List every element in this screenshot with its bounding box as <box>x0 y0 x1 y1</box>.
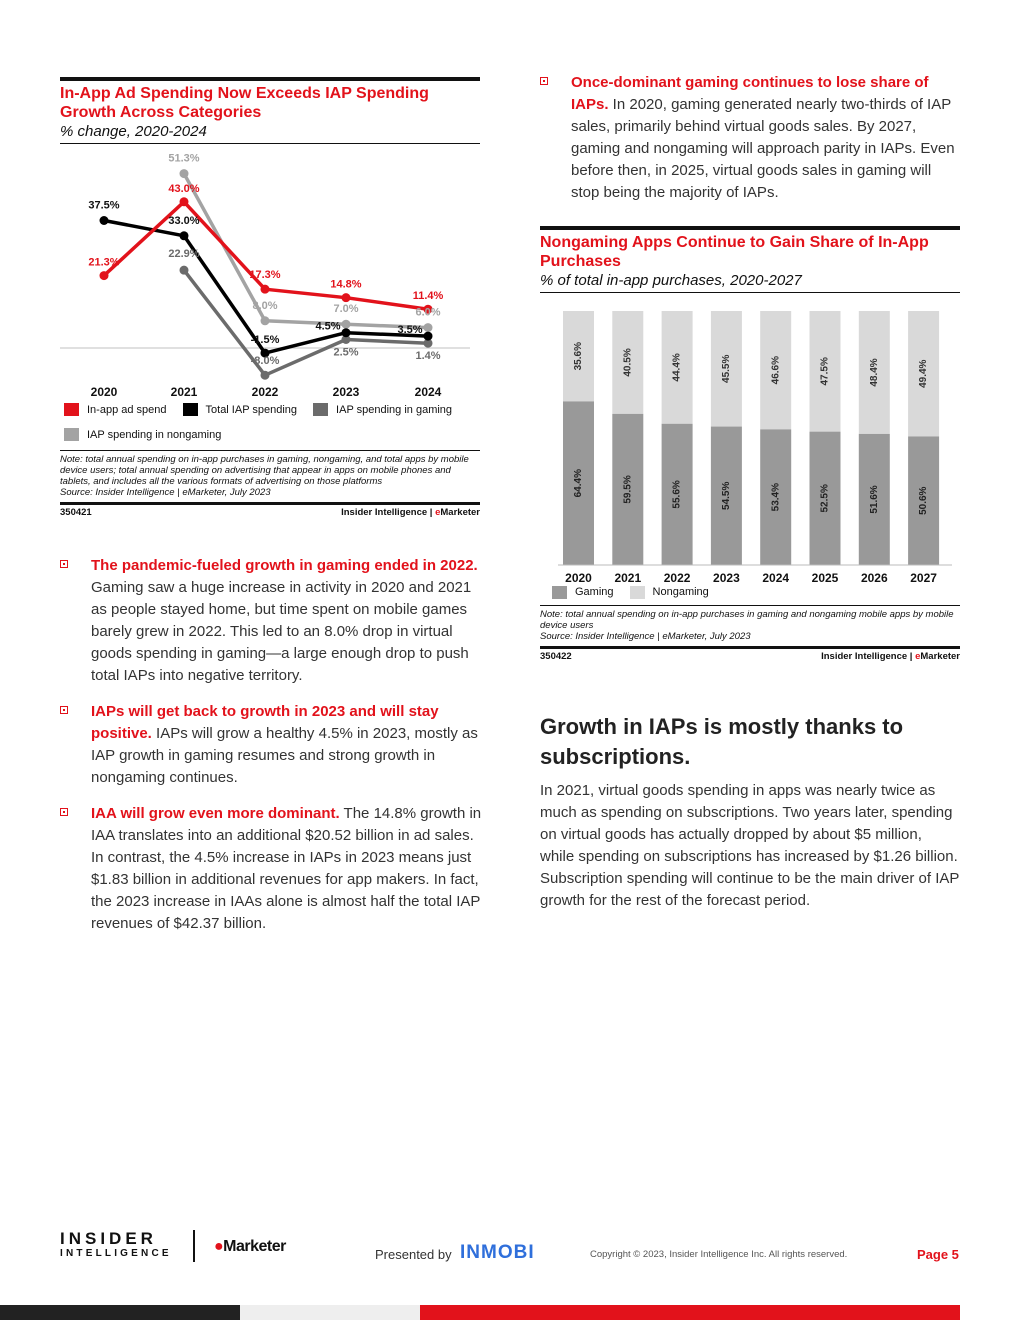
x-tick-label: 2024 <box>762 571 790 583</box>
data-label: 6.0% <box>415 306 441 319</box>
x-tick-label: 2021 <box>614 571 642 583</box>
bar-label-gaming: 52.5% <box>819 484 831 513</box>
bar-label-nongaming: 40.5% <box>622 348 634 377</box>
inmobi-logo: INMOBI <box>460 1242 535 1263</box>
bar-label-gaming: 50.6% <box>918 486 930 515</box>
bullet-item <box>60 701 482 789</box>
line-chart <box>60 144 480 400</box>
bar-label-gaming: 64.4% <box>573 469 585 498</box>
data-label: 4.5% <box>315 320 341 333</box>
bullet-text: The 14.8% growth in IAA translates into an additional $20.52 billion in ad sales. In contrast, the 4.5% increase in IAPs in 2023 means just $1.83 billion in additional revenues for app makers. In fact, the 2023 increase in IAAs alone is almost half the total IAP revenues of $42.37 billion. <box>91 805 482 932</box>
bullet-lead: IAPs will get back to growth in 2023 and will stay positive. <box>91 703 439 742</box>
section-heading: Growth in IAPs is mostly thanks to subscriptions. <box>540 714 904 769</box>
bullet-text: In 2020, gaming generated nearly two-thirds of IAP sales, primarily behind virtual goods sales. By 2027, gaming and nongaming will approach parity in IAPs. Even before then, in 2025, virtual goods sales in gaming will stop being the majority of IAPs. <box>571 96 955 201</box>
logo-line-2: INTELLIGENCE <box>60 1248 172 1259</box>
chart-id: 350421 <box>60 507 92 518</box>
legend-label: Gaming <box>575 586 614 598</box>
data-point <box>424 323 433 332</box>
bullet-text: IAPs will grow a healthy 4.5% in 2023, mostly as IAP growth in gaming resumes and strong growth in nongaming continues. <box>91 725 478 786</box>
section-body: In 2021, virtual goods spending in apps was nearly twice as much as spending on subscriptions. Two years later, spending on virtual goods has actually dropped by about $5 million, while spending on subscriptions has increased by $1.26 billion. Subscription spending will continue to be the main driver of IAP growth for the rest of the forecast period. <box>540 782 960 909</box>
legend-item-gaming <box>552 583 614 601</box>
bar-label-nongaming: 45.5% <box>721 354 733 383</box>
emarketer-wordmark: Marketer <box>223 1238 286 1255</box>
bullet-marker-icon <box>60 560 68 568</box>
chart-subtitle: % change, 2020-2024 <box>60 122 480 144</box>
right-bullet-list <box>540 72 962 218</box>
x-tick-label: 2027 <box>910 571 937 583</box>
x-tick-label: 2023 <box>713 571 740 583</box>
legend-swatch <box>552 586 567 599</box>
line-chart-card <box>60 77 480 518</box>
data-label: -8.0% <box>250 355 280 368</box>
legend-swatch <box>64 403 79 416</box>
chart-note <box>60 450 480 498</box>
bar-label-nongaming: 46.6% <box>770 356 782 385</box>
page-number: Page 5 <box>917 1247 959 1262</box>
chart-title: Nongaming Apps Continue to Gain Share of In-App Purchases <box>540 234 929 270</box>
legend-swatch <box>630 586 645 599</box>
presented-by-label: Presented by <box>375 1247 452 1262</box>
data-point <box>180 169 189 178</box>
chart-source: Source: Insider Intelligence | eMarketer, July 2023 <box>540 631 751 642</box>
x-tick-label: 2024 <box>414 385 442 399</box>
logo-divider <box>193 1230 195 1262</box>
chart-note-text: Note: total annual spending on in-app purchases in gaming and nongaming mobile apps by mobile device users <box>540 609 954 631</box>
chart-brand <box>821 651 960 662</box>
data-point <box>100 271 109 280</box>
bullet-item <box>540 72 962 204</box>
brand-main: Insider Intelligence | <box>341 507 436 518</box>
bullet-item <box>60 803 482 935</box>
chart-title: In-App Ad Spending Now Exceeds IAP Spending Growth Across Categories <box>60 85 429 121</box>
page-footer <box>0 1225 1020 1320</box>
bullet-item <box>60 555 482 687</box>
legend-item-total-iap <box>183 400 298 419</box>
data-label: 37.5% <box>88 199 120 212</box>
data-point <box>261 316 270 325</box>
legend-label: In-app ad spend <box>87 403 167 416</box>
data-point <box>180 197 189 206</box>
data-label: 7.0% <box>333 303 359 316</box>
footer-bar-red <box>420 1305 960 1320</box>
data-label: -1.5% <box>250 334 280 347</box>
data-point <box>100 216 109 225</box>
legend-label: Total IAP spending <box>205 403 298 416</box>
copyright-text: Copyright © 2023, Insider Intelligence Inc. All rights reserved. <box>590 1249 848 1260</box>
x-tick-label: 2023 <box>332 385 360 399</box>
bar-label-nongaming: 49.4% <box>918 359 930 388</box>
chart-top-rule <box>540 226 960 230</box>
data-label: 17.3% <box>249 269 281 282</box>
brand-rest: Marketer <box>920 651 960 662</box>
chart-footer <box>60 502 480 518</box>
legend-item-nongaming <box>630 583 709 601</box>
data-point <box>180 231 189 240</box>
x-tick-label: 2020 <box>90 385 118 399</box>
data-point <box>261 371 270 380</box>
bullet-marker-icon <box>60 808 68 816</box>
legend-item-iap-nongaming <box>64 425 221 444</box>
bar-chart-legend <box>540 583 960 605</box>
data-label: 11.4% <box>412 290 444 303</box>
data-point <box>342 320 351 329</box>
bar-label-nongaming: 47.5% <box>819 357 831 386</box>
data-label: 3.5% <box>397 324 423 337</box>
brand-rest: Marketer <box>440 507 480 518</box>
footer-bar-dark <box>0 1305 240 1320</box>
data-label: 33.0% <box>168 214 200 227</box>
bullet-lead: Once-dominant gaming continues to lose share of IAPs. <box>571 74 929 113</box>
brand-main: Insider Intelligence | <box>821 651 916 662</box>
bar-label-gaming: 54.5% <box>721 481 733 510</box>
line-chart-legend <box>60 400 480 450</box>
footer-bar-light <box>240 1305 420 1320</box>
chart-brand <box>341 507 480 518</box>
bar-label-nongaming: 48.4% <box>868 358 880 387</box>
data-label: 51.3% <box>168 152 200 165</box>
legend-swatch <box>313 403 328 416</box>
x-tick-label: 2026 <box>860 571 888 583</box>
chart-top-rule <box>60 77 480 81</box>
legend-label: Nongaming <box>652 586 709 598</box>
legend-swatch <box>183 403 198 416</box>
bullet-lead: IAA will grow even more dominant. <box>91 805 340 822</box>
data-label: 21.3% <box>88 256 120 269</box>
bullet-text: Gaming saw a huge increase in activity in 2020 and 2021 as people stayed home, but time spent on mobile games barely grew in 2022. This led to an 8.0% drop in virtual goods spending in gaming—a large enough drop to push total IAPs into negative territory. <box>91 579 472 684</box>
data-label: 14.8% <box>330 278 362 291</box>
emarketer-logo <box>214 1238 286 1256</box>
brand-accent: e <box>435 507 441 518</box>
x-tick-label: 2020 <box>565 571 592 583</box>
data-label: 2.5% <box>333 346 359 359</box>
chart-id: 350422 <box>540 651 572 662</box>
bullet-marker-icon <box>540 77 548 85</box>
chart-subtitle: % of total in-app purchases, 2020-2027 <box>540 271 960 293</box>
bar-label-gaming: 59.5% <box>622 475 634 504</box>
insider-intelligence-logo <box>60 1230 172 1261</box>
data-point <box>180 266 189 275</box>
bar-label-gaming: 53.4% <box>770 483 782 512</box>
bar-label-gaming: 55.6% <box>671 480 683 509</box>
bar-label-nongaming: 44.4% <box>671 353 683 382</box>
data-point <box>261 285 270 294</box>
legend-item-in-app-ad-spend <box>64 400 167 419</box>
legend-item-iap-gaming <box>313 400 452 419</box>
chart-note <box>540 605 960 642</box>
logo-line-1: INSIDER <box>60 1229 157 1248</box>
data-point <box>424 332 433 341</box>
bullet-lead: The pandemic-fueled growth in gaming ended in 2022. <box>91 557 478 574</box>
x-tick-label: 2022 <box>663 571 691 583</box>
bar-label-gaming: 51.6% <box>868 485 880 514</box>
bar-chart-card <box>540 226 960 662</box>
stacked-bar-chart <box>540 293 960 583</box>
x-tick-label: 2025 <box>811 571 839 583</box>
data-label: 43.0% <box>168 182 200 195</box>
x-tick-label: 2021 <box>170 385 198 399</box>
chart-footer <box>540 646 960 662</box>
emarketer-dot-icon: ● <box>214 1238 224 1255</box>
data-label: 1.4% <box>415 350 441 363</box>
legend-label: IAP spending in gaming <box>336 403 453 416</box>
brand-accent: e <box>915 651 921 662</box>
data-point <box>342 293 351 302</box>
left-bullet-list <box>60 555 482 949</box>
data-label: 8.0% <box>252 299 278 312</box>
legend-label: IAP spending in nongaming <box>87 428 222 441</box>
data-point <box>342 328 351 337</box>
data-label: 22.9% <box>168 248 200 261</box>
chart-note-text: Note: total annual spending on in-app purchases in gaming, nongaming, and total apps by mobile device users; total annual spending on advertising that appear in apps on mobile phones and tablets, and includes all the various formats of advertising on those platforms <box>60 454 469 487</box>
bullet-marker-icon <box>60 706 68 714</box>
x-tick-label: 2022 <box>251 385 279 399</box>
legend-swatch <box>64 428 79 441</box>
bar-label-nongaming: 35.6% <box>573 342 585 371</box>
chart-source: Source: Insider Intelligence | eMarketer, July 2023 <box>60 487 271 498</box>
